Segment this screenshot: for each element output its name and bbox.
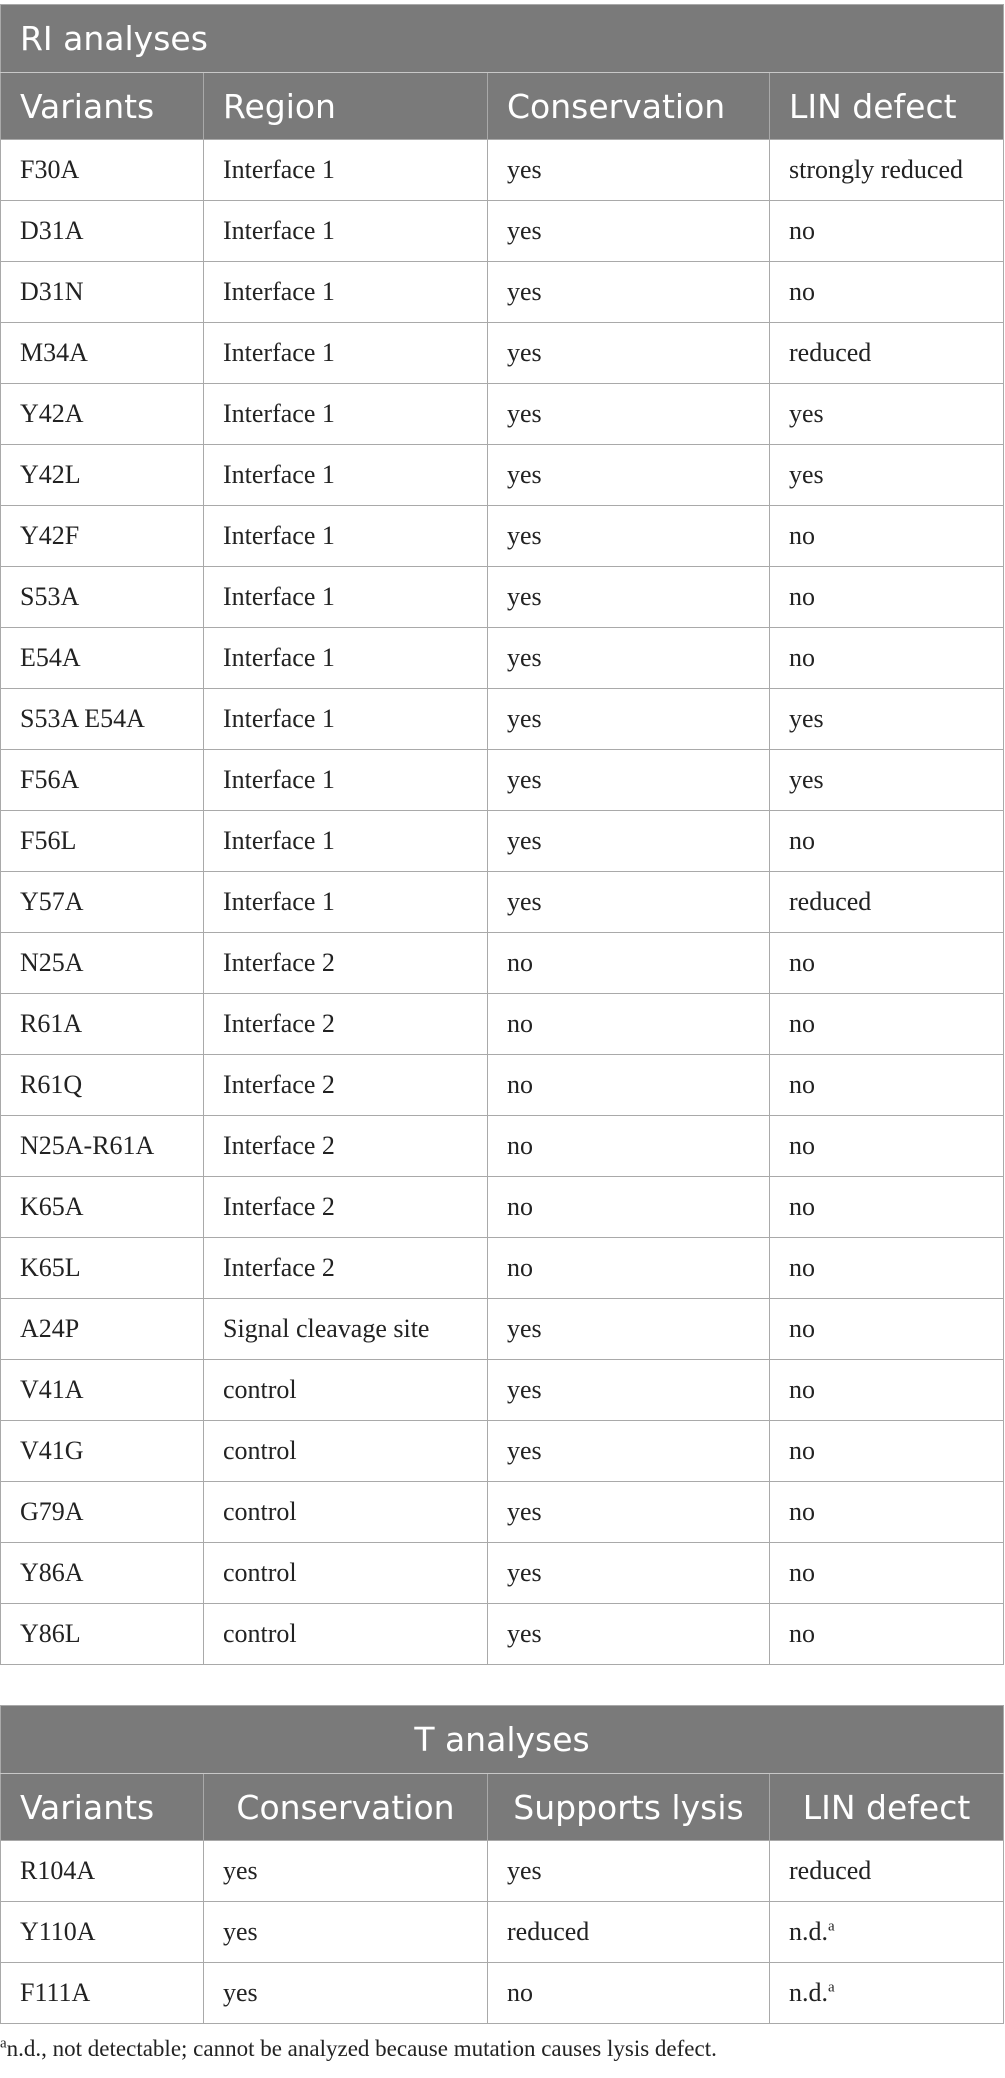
table-cell-region: Interface 1 bbox=[204, 689, 488, 750]
table-row bbox=[1, 689, 1004, 750]
table-row bbox=[1, 1482, 1004, 1543]
table-cell-region: Interface 1 bbox=[204, 811, 488, 872]
table-cell-variant: F56A bbox=[1, 750, 204, 811]
table-cell-region: Interface 1 bbox=[204, 750, 488, 811]
t-header-lin-defect: LIN defect bbox=[770, 1774, 1004, 1841]
table-cell-lin-defect: no bbox=[770, 811, 1004, 872]
table-cell-region: Signal cleavage site bbox=[204, 1299, 488, 1360]
table-cell-lin-defect: no bbox=[770, 1177, 1004, 1238]
table-cell-conservation: yes bbox=[488, 1360, 770, 1421]
table-row bbox=[1, 445, 1004, 506]
table-cell-variant: V41A bbox=[1, 1360, 204, 1421]
table-cell-conservation: yes bbox=[488, 140, 770, 201]
table-cell-variant: M34A bbox=[1, 323, 204, 384]
table-cell-lin-defect: no bbox=[770, 1299, 1004, 1360]
table-cell-lin-defect: yes bbox=[770, 384, 1004, 445]
t-analyses-table bbox=[0, 1705, 1004, 2024]
table-cell-region: control bbox=[204, 1543, 488, 1604]
table-cell-variant: Y86A bbox=[1, 1543, 204, 1604]
table-row bbox=[1, 1116, 1004, 1177]
table-row bbox=[1, 811, 1004, 872]
table-cell-variant: R61A bbox=[1, 994, 204, 1055]
table-cell-conservation: yes bbox=[488, 262, 770, 323]
table-row bbox=[1, 872, 1004, 933]
table-row bbox=[1, 1841, 1004, 1902]
t-header-conservation: Conservation bbox=[204, 1774, 488, 1841]
table-cell-variant: D31N bbox=[1, 262, 204, 323]
table-cell-lin-defect: reduced bbox=[770, 323, 1004, 384]
table-row bbox=[1, 262, 1004, 323]
table-row bbox=[1, 1055, 1004, 1116]
footnote-ref: a bbox=[828, 1979, 835, 1996]
table-cell-conservation: yes bbox=[488, 445, 770, 506]
table-cell-variant: A24P bbox=[1, 1299, 204, 1360]
footnote-marker: a bbox=[0, 2035, 7, 2052]
table-cell-lin-defect: no bbox=[770, 1482, 1004, 1543]
table-cell-supports-lysis: yes bbox=[488, 1841, 770, 1902]
table-row bbox=[1, 994, 1004, 1055]
table-cell-conservation: yes bbox=[488, 689, 770, 750]
table-cell-lin-defect: no bbox=[770, 262, 1004, 323]
table-row bbox=[1, 1299, 1004, 1360]
table-row bbox=[1, 933, 1004, 994]
table-cell-variant: F30A bbox=[1, 140, 204, 201]
table-cell-region: Interface 2 bbox=[204, 1055, 488, 1116]
table-cell-conservation: no bbox=[488, 1238, 770, 1299]
table-cell-conservation: yes bbox=[488, 1543, 770, 1604]
table-cell-lin-defect: no bbox=[770, 1055, 1004, 1116]
ri-analyses-table bbox=[0, 4, 1004, 1665]
table-row bbox=[1, 1360, 1004, 1421]
table-cell-region: Interface 1 bbox=[204, 323, 488, 384]
table-cell-lin-defect: reduced bbox=[770, 872, 1004, 933]
table-cell-lin-defect: strongly reduced bbox=[770, 140, 1004, 201]
table-cell-supports-lysis: no bbox=[488, 1963, 770, 2024]
table-cell-variant: R61Q bbox=[1, 1055, 204, 1116]
table-cell-conservation: yes bbox=[488, 1482, 770, 1543]
table-cell-conservation: yes bbox=[488, 567, 770, 628]
table-cell-conservation: no bbox=[488, 1116, 770, 1177]
table-cell-conservation: yes bbox=[488, 201, 770, 262]
table-cell-lin-defect: n.d.$^a$ bbox=[770, 1902, 1004, 1963]
footnote-text: n.d., not detectable; cannot be analyzed because mutation causes lysis defect. bbox=[6, 2036, 717, 2061]
table-row bbox=[1, 1421, 1004, 1482]
table-cell-conservation: yes bbox=[488, 1421, 770, 1482]
ri-table-body bbox=[1, 140, 1004, 1665]
table-cell-region: Interface 1 bbox=[204, 445, 488, 506]
table-cell-variant: Y57A bbox=[1, 872, 204, 933]
table-row bbox=[1, 1902, 1004, 1963]
table-cell-region: Interface 1 bbox=[204, 506, 488, 567]
table-cell-region: Interface 2 bbox=[204, 1238, 488, 1299]
table-cell-variant: F111A bbox=[1, 1963, 204, 2024]
table-row bbox=[1, 567, 1004, 628]
table-cell-region: Interface 1 bbox=[204, 262, 488, 323]
table-cell-region: Interface 1 bbox=[204, 140, 488, 201]
table-row bbox=[1, 1604, 1004, 1665]
table-cell-conservation: yes bbox=[488, 506, 770, 567]
table-cell-conservation: yes bbox=[204, 1902, 488, 1963]
ri-header-region: Region bbox=[204, 73, 488, 140]
table-cell-lin-defect: n.d.$^a$ bbox=[770, 1963, 1004, 2024]
table-cell-variant: S53A bbox=[1, 567, 204, 628]
table-cell-lin-defect: no bbox=[770, 1543, 1004, 1604]
ri-header-conservation: Conservation bbox=[488, 73, 770, 140]
table-cell-region: Interface 2 bbox=[204, 1177, 488, 1238]
table-cell-lin-defect: no bbox=[770, 994, 1004, 1055]
table-cell-lin-defect: no bbox=[770, 1360, 1004, 1421]
table-cell-lin-defect: no bbox=[770, 567, 1004, 628]
table-cell-variant: Y110A bbox=[1, 1902, 204, 1963]
table-cell-region: control bbox=[204, 1482, 488, 1543]
table-cell-variant: K65A bbox=[1, 1177, 204, 1238]
table-cell-conservation: no bbox=[488, 1177, 770, 1238]
table-row bbox=[1, 750, 1004, 811]
table-cell-region: Interface 1 bbox=[204, 567, 488, 628]
table-cell-region: Interface 2 bbox=[204, 933, 488, 994]
table-cell-conservation: yes bbox=[488, 628, 770, 689]
table-cell-variant: D31A bbox=[1, 201, 204, 262]
table-cell-variant: Y86L bbox=[1, 1604, 204, 1665]
table-row bbox=[1, 1543, 1004, 1604]
table-cell-region: Interface 1 bbox=[204, 628, 488, 689]
table-cell-variant: N25A-R61A bbox=[1, 1116, 204, 1177]
table-cell-variant: F56L bbox=[1, 811, 204, 872]
table-row bbox=[1, 1238, 1004, 1299]
table-cell-conservation: no bbox=[488, 994, 770, 1055]
table-cell-variant: Y42A bbox=[1, 384, 204, 445]
table-cell-variant: Y42F bbox=[1, 506, 204, 567]
table-cell-region: Interface 1 bbox=[204, 201, 488, 262]
table-cell-lin-defect: yes bbox=[770, 689, 1004, 750]
table-cell-variant: K65L bbox=[1, 1238, 204, 1299]
table-cell-variant: Y42L bbox=[1, 445, 204, 506]
table-row bbox=[1, 1963, 1004, 2024]
table-cell-lin-defect: no bbox=[770, 1116, 1004, 1177]
table-cell-region: control bbox=[204, 1360, 488, 1421]
ri-table-title: RI analyses bbox=[1, 5, 1004, 73]
t-table-title: T analyses bbox=[1, 1706, 1004, 1774]
table-cell-variant: E54A bbox=[1, 628, 204, 689]
footnote-ref: a bbox=[828, 1918, 835, 1935]
table-cell-region: Interface 2 bbox=[204, 1116, 488, 1177]
table-cell-lin-defect: reduced bbox=[770, 1841, 1004, 1902]
table-cell-supports-lysis: reduced bbox=[488, 1902, 770, 1963]
table-cell-conservation: no bbox=[488, 1055, 770, 1116]
table-cell-variant: S53A E54A bbox=[1, 689, 204, 750]
table-cell-lin-defect: yes bbox=[770, 445, 1004, 506]
table-row bbox=[1, 384, 1004, 445]
table-cell-conservation: yes bbox=[488, 323, 770, 384]
table-cell-conservation: yes bbox=[488, 872, 770, 933]
table-cell-lin-defect: yes bbox=[770, 750, 1004, 811]
table-row bbox=[1, 201, 1004, 262]
table-cell-conservation: yes bbox=[488, 1604, 770, 1665]
table-cell-variant: G79A bbox=[1, 1482, 204, 1543]
ri-header-variants: Variants bbox=[1, 73, 204, 140]
table-cell-lin-defect: no bbox=[770, 1421, 1004, 1482]
table-cell-conservation: yes bbox=[488, 384, 770, 445]
table-cell-variant: V41G bbox=[1, 1421, 204, 1482]
table-cell-region: Interface 1 bbox=[204, 384, 488, 445]
ri-header-lin-defect: LIN defect bbox=[770, 73, 1004, 140]
table-cell-conservation: yes bbox=[204, 1963, 488, 2024]
table-cell-region: Interface 2 bbox=[204, 994, 488, 1055]
table-cell-conservation: yes bbox=[488, 811, 770, 872]
footnote bbox=[0, 2036, 717, 2062]
table-row bbox=[1, 506, 1004, 567]
table-cell-lin-defect: no bbox=[770, 628, 1004, 689]
table-cell-lin-defect: no bbox=[770, 201, 1004, 262]
t-header-supports-lysis: Supports lysis bbox=[488, 1774, 770, 1841]
table-cell-conservation: yes bbox=[204, 1841, 488, 1902]
table-cell-lin-defect: no bbox=[770, 1238, 1004, 1299]
table-cell-region: Interface 1 bbox=[204, 872, 488, 933]
table-row bbox=[1, 628, 1004, 689]
table-cell-conservation: yes bbox=[488, 1299, 770, 1360]
table-cell-region: control bbox=[204, 1604, 488, 1665]
table-row bbox=[1, 1177, 1004, 1238]
table-cell-lin-defect: no bbox=[770, 506, 1004, 567]
table-row bbox=[1, 140, 1004, 201]
t-table-body bbox=[1, 1841, 1004, 2024]
table-cell-conservation: no bbox=[488, 933, 770, 994]
table-cell-lin-defect: no bbox=[770, 1604, 1004, 1665]
table-cell-variant: N25A bbox=[1, 933, 204, 994]
table-cell-lin-defect: no bbox=[770, 933, 1004, 994]
table-cell-variant: R104A bbox=[1, 1841, 204, 1902]
table-cell-region: control bbox=[204, 1421, 488, 1482]
table-row bbox=[1, 323, 1004, 384]
t-header-variants: Variants bbox=[1, 1774, 204, 1841]
table-cell-conservation: yes bbox=[488, 750, 770, 811]
